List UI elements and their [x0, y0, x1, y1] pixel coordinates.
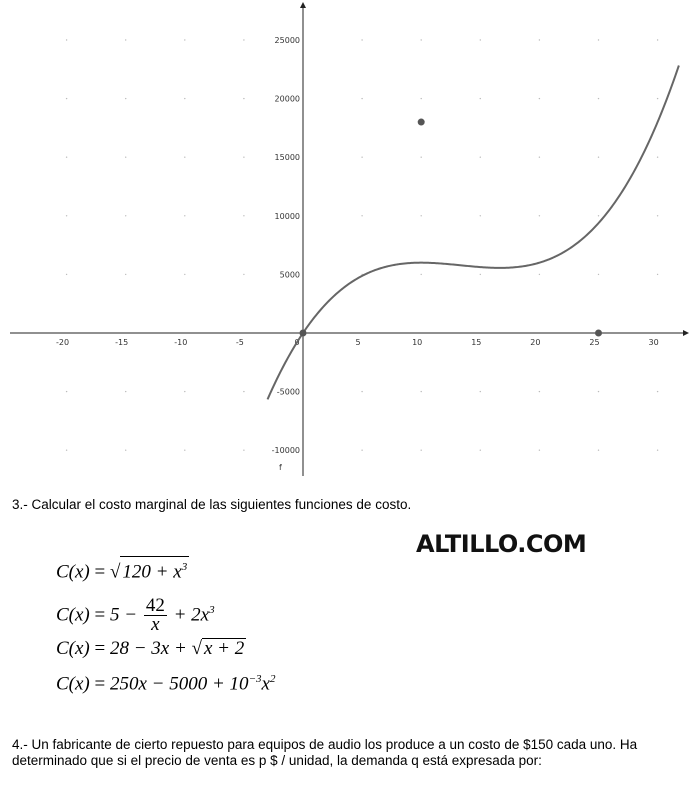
grid-dot — [421, 391, 422, 392]
formula-4-exp1: −3 — [248, 673, 262, 685]
x-tick-label: 20 — [530, 338, 541, 347]
grid-dot — [657, 215, 658, 216]
grid-dot — [243, 391, 244, 392]
grid-dot — [361, 39, 362, 40]
formula-1-lhs: C(x) — [56, 561, 90, 583]
sqrt-icon: √ — [109, 561, 121, 583]
grid-dot — [598, 39, 599, 40]
grid-dot — [184, 450, 185, 451]
grid-dot — [421, 98, 422, 99]
grid-dot — [598, 450, 599, 451]
grid-dot — [66, 215, 67, 216]
formula-4 — [56, 664, 275, 694]
formula-4-exp2: 2 — [269, 673, 276, 685]
grid-dot — [184, 39, 185, 40]
grid-dot — [66, 391, 67, 392]
grid-dot — [539, 98, 540, 99]
grid-dot — [539, 391, 540, 392]
formula-4-lhs: C(x) — [56, 673, 90, 695]
grid-dot — [66, 450, 67, 451]
formula-1-radicand-text: 120 + x — [122, 561, 182, 583]
formula-2-exp: 3 — [209, 604, 215, 616]
y-tick-label: -5000 — [276, 387, 300, 397]
grid-dot — [243, 39, 244, 40]
x-tick-label: -10 — [174, 338, 188, 347]
x-tick-label: 0 — [294, 338, 300, 347]
grid-dot — [243, 215, 244, 216]
curve-point — [595, 330, 602, 337]
question-3: 3.- Calcular el costo marginal de las siguientes funciones de costo. — [12, 497, 412, 512]
grid-dot — [598, 391, 599, 392]
grid-dot — [480, 157, 481, 158]
function-curve — [268, 66, 679, 400]
curve-point — [300, 330, 307, 337]
grid-dots — [66, 39, 658, 451]
grid-dot — [539, 215, 540, 216]
grid-dot — [421, 39, 422, 40]
formula-4-eq: = — [94, 673, 106, 695]
formula-3-eq: = — [94, 638, 106, 659]
x-axis-arrow — [683, 330, 689, 336]
grid-dot — [66, 157, 67, 158]
grid-dot — [125, 391, 126, 392]
question-4: 4.- Un fabricante de cierto repuesto para equipos de audio los produce a un costo de $150 cada uno. Ha determinado que si el precio de venta es p $ / unidad, la demanda q está expresada por: — [12, 737, 638, 768]
y-tick-label: 10000 — [274, 211, 300, 221]
grid-dot — [480, 215, 481, 216]
y-axis-arrow — [300, 2, 306, 8]
grid-dot — [361, 98, 362, 99]
y-tick-label: 15000 — [274, 153, 300, 163]
grid-dot — [421, 450, 422, 451]
y-tick-label: 5000 — [279, 270, 300, 280]
grid-dot — [539, 274, 540, 275]
formula-2 — [56, 586, 275, 634]
grid-dot — [539, 157, 540, 158]
grid-dot — [657, 450, 658, 451]
formula-2-fraction — [144, 597, 167, 634]
grid-dot — [480, 450, 481, 451]
grid-dot — [539, 39, 540, 40]
grid-dot — [361, 450, 362, 451]
formula-3 — [56, 634, 275, 664]
grid-dot — [125, 450, 126, 451]
function-points — [300, 119, 603, 337]
grid-dot — [598, 157, 599, 158]
grid-dot — [243, 274, 244, 275]
y-tick-label: 25000 — [274, 36, 300, 45]
watermark-logo: ALTILLO.COM — [416, 530, 587, 558]
x-tick-labels — [56, 338, 659, 347]
grid-dot — [361, 215, 362, 216]
grid-dot — [184, 215, 185, 216]
grid-dot — [66, 39, 67, 40]
x-tick-label: 5 — [355, 338, 361, 347]
grid-dot — [657, 39, 658, 40]
grid-dot — [243, 450, 244, 451]
formula-3-pre: 28 − 3x + — [109, 638, 187, 659]
grid-dot — [598, 274, 599, 275]
grid-dot — [66, 98, 67, 99]
curve-point — [418, 119, 425, 126]
x-tick-label: 25 — [589, 338, 600, 347]
grid-dot — [598, 215, 599, 216]
grid-dot — [66, 274, 67, 275]
formula-1-eq: = — [94, 561, 106, 583]
grid-dot — [361, 391, 362, 392]
x-tick-label: 30 — [648, 338, 659, 347]
grid-dot — [125, 274, 126, 275]
grid-dot — [539, 450, 540, 451]
x-tick-label: -5 — [235, 338, 244, 347]
formula-2-eq: = — [94, 604, 106, 626]
grid-dot — [243, 98, 244, 99]
grid-dot — [421, 157, 422, 158]
grid-dot — [361, 157, 362, 158]
formula-3-lhs: C(x) — [56, 638, 90, 659]
grid-dot — [184, 274, 185, 275]
x-tick-label: -15 — [115, 338, 129, 347]
grid-dot — [243, 157, 244, 158]
formula-4-pre: 250x − 5000 + 10 — [109, 673, 249, 695]
formula-1-radicand — [120, 556, 189, 582]
grid-dot — [657, 391, 658, 392]
grid-dot — [480, 39, 481, 40]
grid-dot — [480, 274, 481, 275]
y-tick-label: 20000 — [274, 94, 300, 104]
x-tick-label: 10 — [412, 338, 423, 347]
grid-dot — [657, 274, 658, 275]
grid-dot — [184, 157, 185, 158]
sqrt-icon: √ — [191, 638, 202, 659]
formula-2-lhs: C(x) — [56, 604, 90, 626]
formula-2-post: + 2x — [173, 604, 210, 626]
grid-dot — [125, 157, 126, 158]
grid-dot — [125, 215, 126, 216]
formula-list — [56, 556, 275, 694]
grid-dot — [125, 98, 126, 99]
grid-dot — [657, 98, 658, 99]
y-tick-labels — [272, 36, 300, 455]
grid-dot — [421, 274, 422, 275]
grid-dot — [184, 391, 185, 392]
formula-2-numerator: 42 — [145, 595, 165, 617]
grid-dot — [184, 98, 185, 99]
x-tick-label: -20 — [56, 338, 70, 347]
formula-1-exp: 3 — [181, 561, 188, 573]
formula-3-radicand: x + 2 — [204, 638, 245, 659]
formula-2-pre: 5 − — [109, 604, 138, 626]
x-tick-label: 15 — [471, 338, 482, 347]
grid-dot — [480, 98, 481, 99]
grid-dot — [125, 39, 126, 40]
formula-2-denominator: x — [151, 614, 160, 636]
grid-dot — [598, 98, 599, 99]
grid-dot — [421, 215, 422, 216]
y-tick-label: -10000 — [271, 446, 300, 456]
grid-dot — [480, 391, 481, 392]
grid-dot — [657, 157, 658, 158]
formula-1 — [56, 556, 275, 586]
function-label: f — [279, 463, 282, 472]
formula-4-var: x — [261, 673, 270, 695]
